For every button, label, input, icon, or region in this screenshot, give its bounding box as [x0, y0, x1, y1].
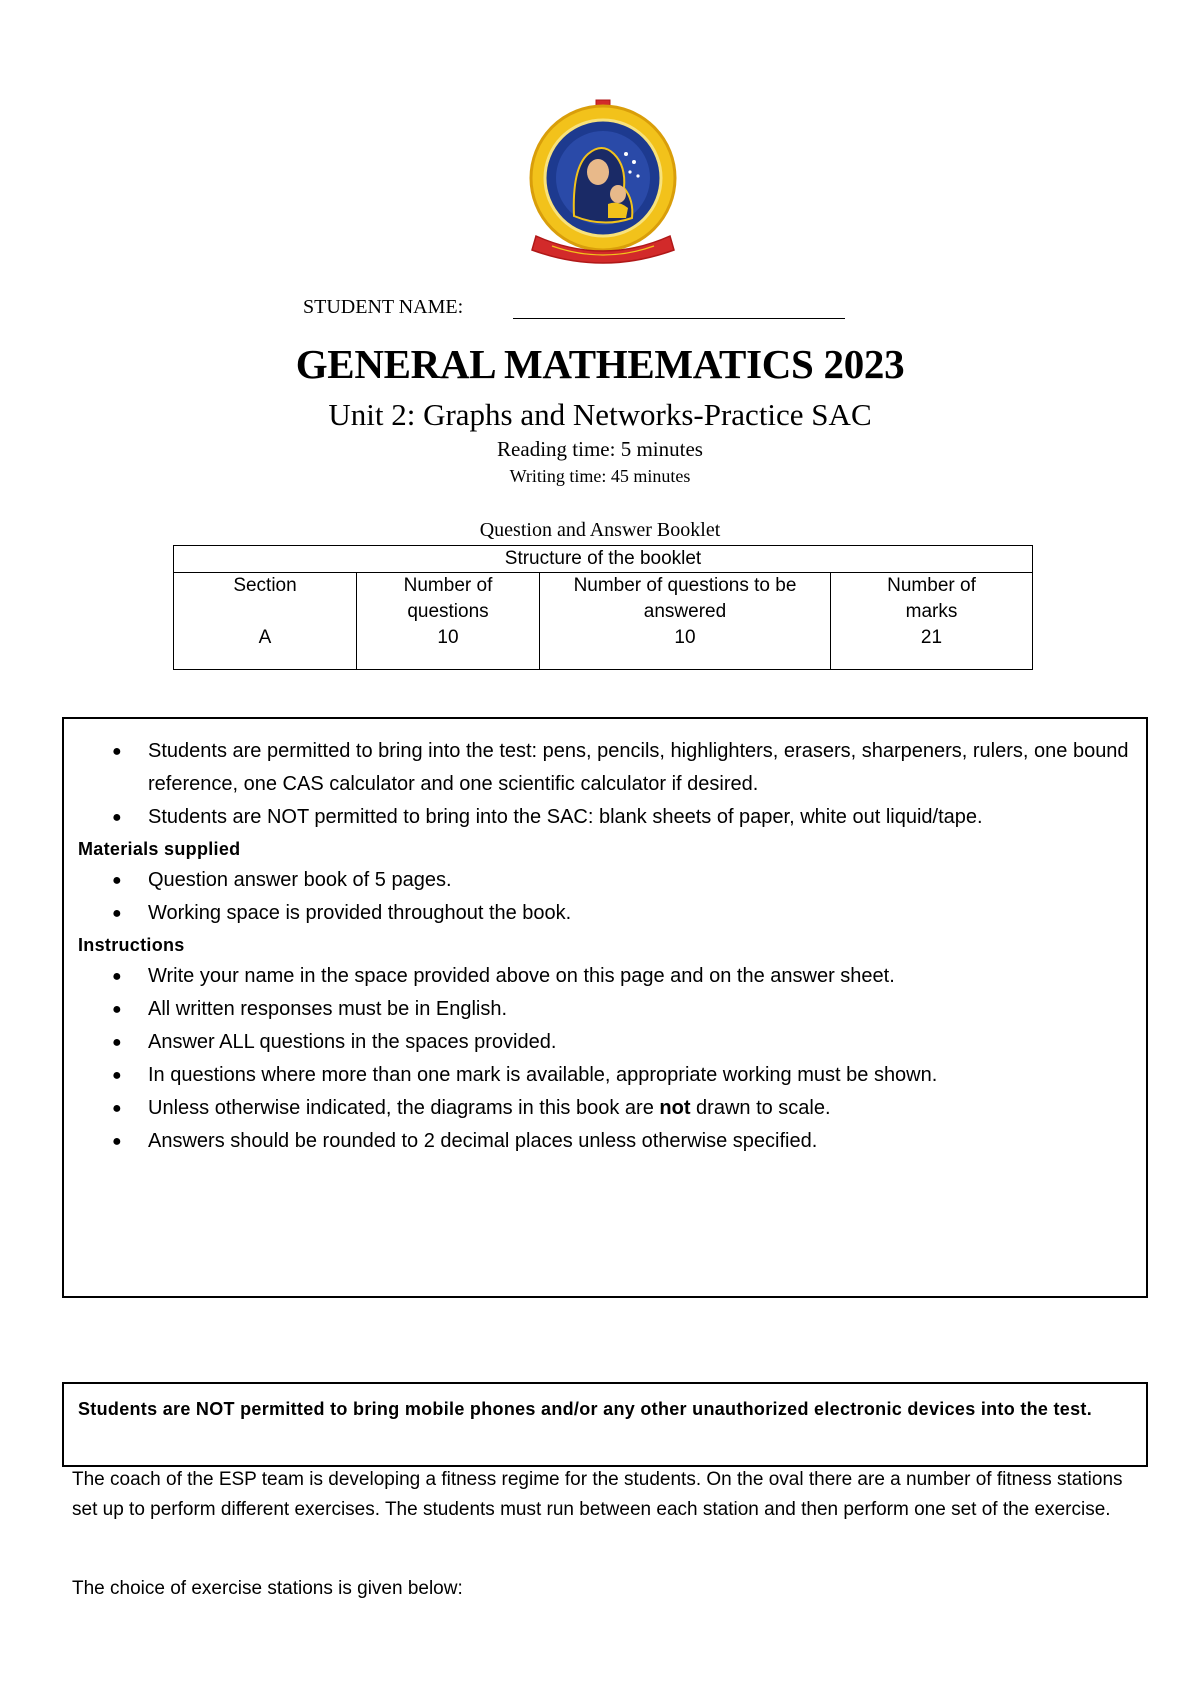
cell-marks-value: 21	[920, 627, 943, 648]
table-cell-marks	[831, 573, 1033, 670]
instructions-heading: Instructions	[78, 935, 185, 955]
college-crest-logo	[522, 96, 684, 264]
materials-list	[78, 864, 1132, 930]
list-item: ● Write your name in the space provided above on this page and on the answer sheet.	[148, 960, 1132, 993]
list-item: ● Students are permitted to bring into the test: pens, pencils, highlighters, erasers, sharpeners, rulers, one bound reference, one CAS calculator and one scientific calculator if desired.	[148, 735, 1132, 801]
list-item: ● In questions where more than one mark is available, appropriate working must be shown.	[148, 1059, 1132, 1092]
column-header-answered: Number of questions to be answered	[573, 575, 797, 622]
materials-heading: Materials supplied	[78, 839, 241, 859]
list-item: ● Working space is provided throughout the book.	[148, 897, 1132, 930]
cell-section-value: A	[258, 627, 272, 648]
bullet-icon: ●	[112, 743, 122, 760]
list-item: ● Answers should be rounded to 2 decimal places unless otherwise specified.	[148, 1125, 1132, 1158]
reading-time: Reading time: 5 minutes	[497, 437, 703, 461]
table-cell-answered	[540, 573, 831, 670]
instructions-list	[78, 960, 1132, 1158]
column-header-marks: Number of marks	[887, 575, 976, 622]
mobile-phone-warning-box: Students are NOT permitted to bring mobile phones and/or any other unauthorized electronic devices into the test.	[62, 1382, 1148, 1467]
column-header-section: Section	[233, 575, 297, 596]
list-item: ● Question answer book of 5 pages.	[148, 864, 1132, 897]
table-cell-questions	[357, 573, 540, 670]
bullet-icon: ●	[112, 905, 122, 922]
rules-box	[62, 717, 1148, 1298]
bullet-icon: ●	[112, 872, 122, 889]
table-cell-section	[174, 573, 357, 670]
cell-answered-value: 10	[674, 627, 696, 648]
bullet-icon: ●	[112, 1100, 122, 1117]
page-title: GENERAL MATHEMATICS 2023	[295, 341, 905, 387]
intro-paragraph: The coach of the ESP team is developing a fitness regime for the students. On the oval there are a number of fitness stations set up to perform different exercises. The students must run between each station and then perform one set of the exercise.	[72, 1469, 1123, 1520]
choice-paragraph: The choice of exercise stations is given below:	[72, 1578, 463, 1599]
column-header-questions: Number of questions	[403, 575, 493, 622]
list-item: ● All written responses must be in English.	[148, 993, 1132, 1026]
bullet-icon: ●	[112, 1133, 122, 1150]
booklet-structure-table	[173, 545, 1033, 670]
bullet-icon: ●	[112, 809, 122, 826]
bullet-icon: ●	[112, 1067, 122, 1084]
list-item: ● Unless otherwise indicated, the diagrams in this book are not drawn to scale.	[148, 1092, 1132, 1125]
list-item: ● Students are NOT permitted to bring into the SAC: blank sheets of paper, white out liquid/tape.	[148, 801, 1132, 834]
cell-questions-value: 10	[437, 627, 459, 648]
student-name-field	[303, 296, 463, 319]
list-item: ● Answer ALL questions in the spaces provided.	[148, 1026, 1132, 1059]
booklet-label: Question and Answer Booklet	[479, 519, 721, 541]
table-caption: Structure of the booklet	[174, 546, 1033, 573]
bullet-icon: ●	[112, 968, 122, 985]
student-name-label: STUDENT NAME:	[303, 296, 464, 318]
writing-time: Writing time: 45 minutes	[509, 466, 691, 486]
permitted-list	[78, 735, 1132, 834]
page-subtitle: Unit 2: Graphs and Networks-Practice SAC	[328, 397, 872, 432]
bullet-icon: ●	[112, 1034, 122, 1051]
student-name-blank-line	[513, 318, 845, 319]
bullet-icon: ●	[112, 1001, 122, 1018]
